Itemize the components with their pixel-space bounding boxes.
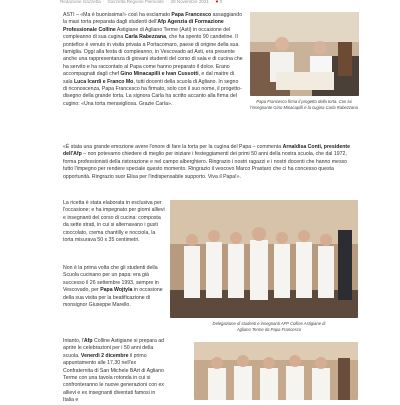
text-run: assaggiando la maxi torta preparata dagli studenti dell'	[63, 12, 243, 26]
paragraph-recipe	[63, 200, 165, 244]
date-text: 28 Novembre 2021	[170, 0, 209, 4]
text-run: Astigiane di Agliano Terme (Asti) in occasione del compleanno di sua cugina	[63, 26, 231, 41]
photo-caption-signing: Papa Francesco firma il progetto della torta. Con lui l'insegnante Gino Minacapilli e la cugina Carla Rabezzana	[250, 99, 358, 110]
paragraph-intro	[63, 12, 243, 108]
bold-text: Arnaldisa Conti, presidente dell'Afp	[63, 144, 351, 158]
bold-text: Afp Agenzia di Formazione Professionale Colline	[63, 19, 224, 33]
bold-text: Gino Minacapilli e Ivan Cussotti	[120, 71, 199, 78]
paragraph-celebrations	[63, 338, 165, 405]
photo-caption-delegation: Delegazione di studenti e insegnanti AFP Colline Astigiane di Agliano Terme da Papa Francesco	[212, 321, 326, 332]
category-link[interactable]: Gazzetta Regione Piemonte	[107, 0, 164, 4]
text-run: «È stata una grande emozione avere l'onore di fare la torta per la cugina del Papa – commenta	[63, 144, 283, 150]
bold-text: Papa Francesco	[171, 12, 212, 18]
bold-text: Afp	[83, 338, 93, 344]
text-run: La ricetta è stata elaborata in esclusiva per l'occasione; e ha impegnato per giorni allievi e insegnanti del corso di cucina: composta da sette strati, in cui si alternavano i gusti cioccolato, crema chantilly e nocciola, la torta misurava 50 x 35 centimetri.	[63, 200, 165, 244]
author-link[interactable]: Redazione Gazzetta	[60, 0, 101, 4]
text-run: Non è la prima volta che gli studenti della Scuola cucinano per un papa: era già successo il 26 settembre 1993, sempre in Vescovado, per	[63, 265, 159, 294]
bold-text: Papa Wojtyla	[100, 287, 133, 294]
text-run: Intanto, l'	[63, 338, 84, 344]
pope-signing-photo	[250, 12, 359, 96]
group-photo-bottom	[194, 342, 358, 400]
paragraph-quote	[63, 144, 356, 181]
bold-text: Luca Icardi e Franco Mo	[73, 78, 134, 85]
article-meta: Redazione Gazzetta · Gazzetta Regione Piemonte · 28 Novembre 2021 · ♥ 0	[60, 0, 223, 4]
bold-text: Carla Rabezzana	[124, 34, 166, 41]
heart-icon[interactable]: ♥	[215, 0, 219, 4]
bold-text: Venerdì 2 dicembre	[80, 352, 129, 359]
comments-count[interactable]: 0	[219, 0, 223, 4]
text-run: , che ha spento 90 candeline. Il pontefice è venuto in visita privata a Portacomaro, paese di origine della sua famiglia. Oggi alla festa di compleanno, in Vescovado ad Asti, era presente anche una rappresentanza di giovani studenti del corso di sala e di cucina che ha servito e ha raccontato al Papa come hanno preparato il dolce. Erano accompagnati dagli chef	[63, 34, 243, 78]
text-run: – non potevamo chiedere di meglio per iniziare i festeggiamenti dei primi 50 anni della nostra scuola, che dal 1972, forma professionisti della ristorazione e nel campo alberghiero. Ringrazio i nostri ragazzi e i nostri docenti che hanno messo tutto l'impegno per rendere speciale questo momento. Ringrazio il vescovo Marco Prastaro che ci ha concesso questa opportunità. Ringrazio suor Elisa per l'indispensabile supporto. Viva il Papa!».	[63, 151, 348, 180]
text-run: il primo appuntamento alle 17,30 nell'ex Confraternita di San Michele BArt di Agliano Terme con una tavola rotonda in cui si confronteranno le nuove generazioni con ex allievi e ex insegnanti diventati famosi in Italia e	[63, 352, 164, 404]
text-run: ASTI – «Ma è buonissima!» così ha esclamato	[63, 12, 172, 18]
text-run: , tutti docenti della scuola di Agliano. In segno di riconoscenza, Papa Francesco ha firmato, solo con il suo nome, il progetto-disegno della grande torta. La signora Carla ha scritto accanto alla firma del cugino: «Una torta meravigliosa. Grazie Carla».	[63, 78, 242, 107]
delegation-photo	[170, 200, 358, 318]
paragraph-history	[63, 265, 165, 309]
text-run: Colline Astigiane si prepara ad aprire le celebrazioni per i 50 anni della scuola.	[63, 338, 165, 359]
text-run: , e dal maitre di sala	[63, 71, 234, 85]
text-run: in occasione della sua visita per la beatificazione di monsignor Giuseppe Marello.	[63, 287, 163, 309]
